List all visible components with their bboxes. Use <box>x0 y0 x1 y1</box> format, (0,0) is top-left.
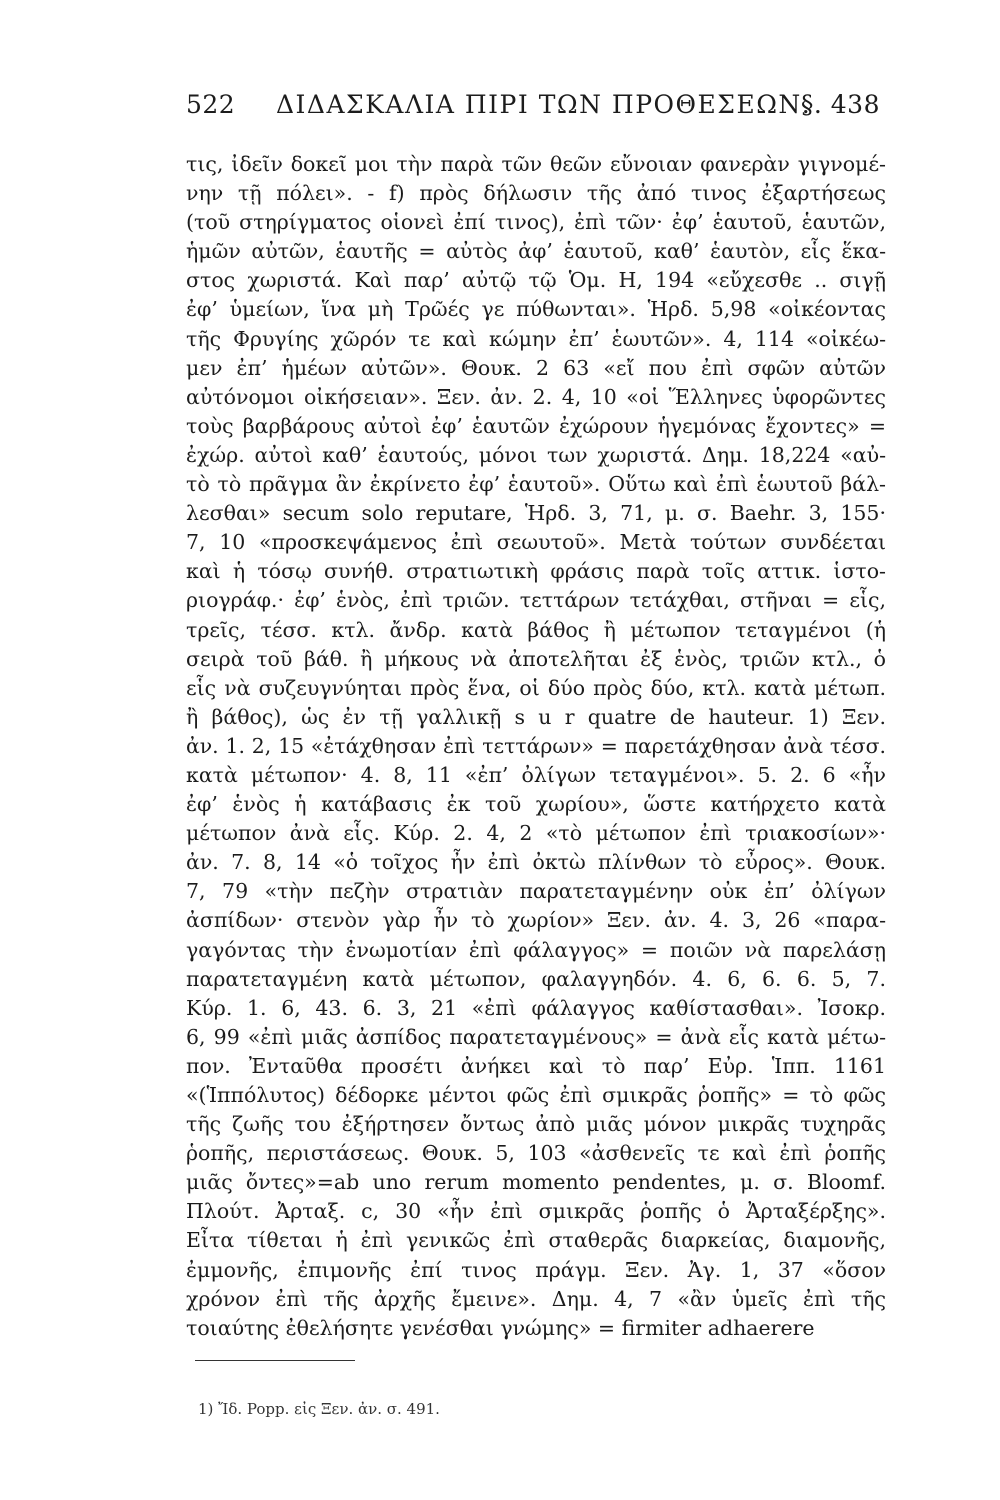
text-line: 7, 10 «προσκεψάμενος ἐπὶ σεωυτοῦ». Μετὰ τούτων συνδέεται <box>186 530 886 555</box>
text-line: αὐτόνομοι οἰκήσειαν». Ξεν. ἀν. 2. 4, 10 «οἱ Ἕλληνες ὑφορῶντες <box>186 384 886 409</box>
page-header <box>186 90 880 126</box>
text-line: νην τῇ πόλει». - f) πρὸς δήλωσιν τῆς ἀπό τινος ἐξαρτήσεως <box>186 181 886 206</box>
text-line: τοὺς βαρβάρους αὐτοὶ ἐφ’ ἑαυτῶν ἐχώρουν ἡγεμόνας ἔχοντες» = <box>186 413 886 438</box>
text-line: τῆς ζωῆς του ἐξήρτησεν ὄντως ἀπὸ μιᾶς μόνον μικρᾶς τυχηρᾶς <box>186 1112 886 1137</box>
text-line: χρόνον ἐπὶ τῆς ἀρχῆς ἔμεινε». Δημ. 4, 7 «ἂν ὑμεῖς ἐπὶ τῆς <box>186 1286 886 1311</box>
text-line: γαγόντας τὴν ἐνωμοτίαν ἐπὶ φάλαγγος» = ποιῶν νὰ παρελάσῃ <box>186 937 886 962</box>
running-title: ΔΙΔΑΣΚΑΛΙΑ ΠΙΡΙ ΤΩΝ ΠΡΟΘΕΣΕΩΝ. <box>276 90 812 119</box>
text-line: ἐφ’ ἑνὸς ἡ κατάβασις ἐκ τοῦ χωρίου», ὥστε κατήρχετο κατὰ <box>186 792 886 817</box>
text-line: Εἶτα τίθεται ἡ ἐπὶ γενικῶς ἐπὶ σταθερᾶς διαρκείας, διαμονῆς, <box>186 1228 886 1253</box>
text-line: 7, 79 «τὴν πεζὴν στρατιὰν παρατεταγμένην οὐκ ἐπ’ ὀλίγων <box>186 879 886 904</box>
footnote: 1) Ἴδ. Popp. εἰς Ξεν. ἀν. σ. 491. <box>198 1400 440 1418</box>
text-line: ἡμῶν αὐτῶν, ἑαυτῆς = αὐτὸς ἀφ’ ἑαυτοῦ, καθ’ ἑαυτὸν, εἷς ἕκα- <box>186 239 886 264</box>
text-line: τρεῖς, τέσσ. κτλ. ἄνδρ. κατὰ βάθος ἢ μέτωπον τεταγμένοι (ἡ <box>186 617 886 642</box>
text-line: ἀν. 7. 8, 14 «ὁ τοῖχος ἦν ἐπὶ ὀκτὼ πλίνθων τὸ εὖρος». Θουκ. <box>186 850 886 875</box>
main-text <box>186 150 886 1343</box>
text-line: «(Ἱππόλυτος) δέδορκε μέντοι φῶς ἐπὶ σμικρᾶς ῥοπῆς» = τὸ φῶς <box>186 1083 886 1107</box>
text-line: εἷς νὰ συζευγνύηται πρὸς ἕνα, οἱ δύο πρὸς δύο, κτλ. κατὰ μέτωπ. <box>186 675 886 700</box>
text-line: μιᾶς ὄντες»=ab uno rerum momento pendentes, μ. σ. Bloomf. <box>186 1170 886 1195</box>
text-line: ἀσπίδων· στενὸν γὰρ ἦν τὸ χωρίον» Ξεν. ἀν. 4. 3, 26 «παρα- <box>186 908 886 933</box>
text-line: τις, ἰδεῖν δοκεῖ μοι τὴν παρὰ τῶν θεῶν εὔνοιαν φανερὰν γιγνομέ- <box>186 152 886 176</box>
page-number: 522 <box>186 90 236 119</box>
text-line: τῆς Φρυγίης χῶρόν τε καὶ κώμην ἐπ’ ἑωυτῶν». 4, 114 «οἰκέω- <box>186 326 886 351</box>
text-line: σειρὰ τοῦ βάθ. ἢ μήκους νὰ ἀποτελῆται ἐξ ἑνὸς, τριῶν κτλ., ὁ <box>186 646 886 671</box>
text-line: ἢ βάθος), ὡς ἐν τῇ γαλλικῇ s u r quatre de hauteur. 1) Ξεν. <box>186 704 886 729</box>
text-line: τοιαύτης ἐθελήσητε γενέσθαι γνώμης» = firmiter adhaerere <box>186 1315 815 1340</box>
text-line: 6, 99 «ἐπὶ μιᾶς ἀσπίδος παρατεταγμένους» = ἀνὰ εἷς κατὰ μέτω- <box>186 1024 886 1049</box>
text-line: μεν ἐπ’ ἡμέων αὐτῶν». Θουκ. 2 63 «εἴ που ἐπὶ σφῶν αὐτῶν <box>186 355 886 380</box>
text-line: ριογράφ.· ἐφ’ ἑνὸς, ἐπὶ τριῶν. τεττάρων τετάχθαι, στῆναι = εἷς, <box>186 588 886 613</box>
text-line: μέτωπον ἀνὰ εἷς. Κύρ. 2. 4, 2 «τὸ μέτωπον ἐπὶ τριακοσίων»· <box>186 821 886 846</box>
text-line: καὶ ἡ τόσῳ συνήθ. στρατιωτικὴ φράσις παρὰ τοῖς αττικ. ἱστο- <box>186 559 886 584</box>
section-number: §. 438 <box>800 90 880 119</box>
text-line: (τοῦ στηρίγματος οἱονεὶ ἐπί τινος), ἐπὶ τῶν· ἐφ’ ἑαυτοῦ, ἑαυτῶν, <box>186 210 886 235</box>
text-line: πον. Ἐνταῦθα προσέτι ἀνήκει καὶ τὸ παρ’ Εὐρ. Ἱππ. 1161 <box>186 1053 886 1078</box>
text-line: ῥοπῆς, περιστάσεως. Θουκ. 5, 103 «ἀσθενεῖς τε καὶ ἐπὶ ῥοπῆς <box>186 1141 886 1166</box>
text-line: παρατεταγμένη κατὰ μέτωπον, φαλαγγηδόν. 4. 6, 6. 6. 5, 7. <box>186 966 886 991</box>
text-line: λεσθαι» secum solo reputare, Ἡρδ. 3, 71, μ. σ. Baehr. 3, 155· <box>186 501 886 526</box>
text-line: ἀν. 1. 2, 15 «ἐτάχθησαν ἐπὶ τεττάρων» = παρετάχθησαν ἀνὰ τέσσ. <box>186 733 886 758</box>
text-line: Πλούτ. Ἀρταξ. c, 30 «ἦν ἐπὶ σμικρᾶς ῥοπῆς ὁ Ἀρταξέρξης». <box>186 1199 886 1224</box>
text-line: τὸ τὸ πρᾶγμα ἂν ἐκρίνετο ἐφ’ ἑαυτοῦ». Οὕτω καὶ ἐπὶ ἑωυτοῦ βάλ- <box>186 472 886 497</box>
text-line: ἐχώρ. αὐτοὶ καθ’ ἑαυτούς, μόνοι των χωριστά. Δημ. 18,224 «αὐ- <box>186 442 886 467</box>
text-line: κατὰ μέτωπον· 4. 8, 11 «ἐπ’ ὀλίγων τεταγμένοι». 5. 2. 6 «ἦν <box>186 762 886 787</box>
text-line: ἐμμονῆς, ἐπιμονῆς ἐπί τινος πράγμ. Ξεν. Ἀγ. 1, 37 «ὅσον <box>186 1257 886 1282</box>
footnote-rule <box>195 1360 355 1361</box>
text-line: ἐφ’ ὑμείων, ἵνα μὴ Τρῶές γε πύθωνται». Ἡρδ. 5,98 «οἰκέοντας <box>186 297 886 322</box>
text-line: στος χωριστά. Καὶ παρ’ αὐτῷ τῷ Ὁμ. Η, 194 «εὔχεσθε .. σιγῇ <box>186 268 886 293</box>
text-line: Κύρ. 1. 6, 43. 6. 3, 21 «ἐπὶ φάλαγγος καθίστασθαι». Ἰσοκρ. <box>186 995 886 1020</box>
